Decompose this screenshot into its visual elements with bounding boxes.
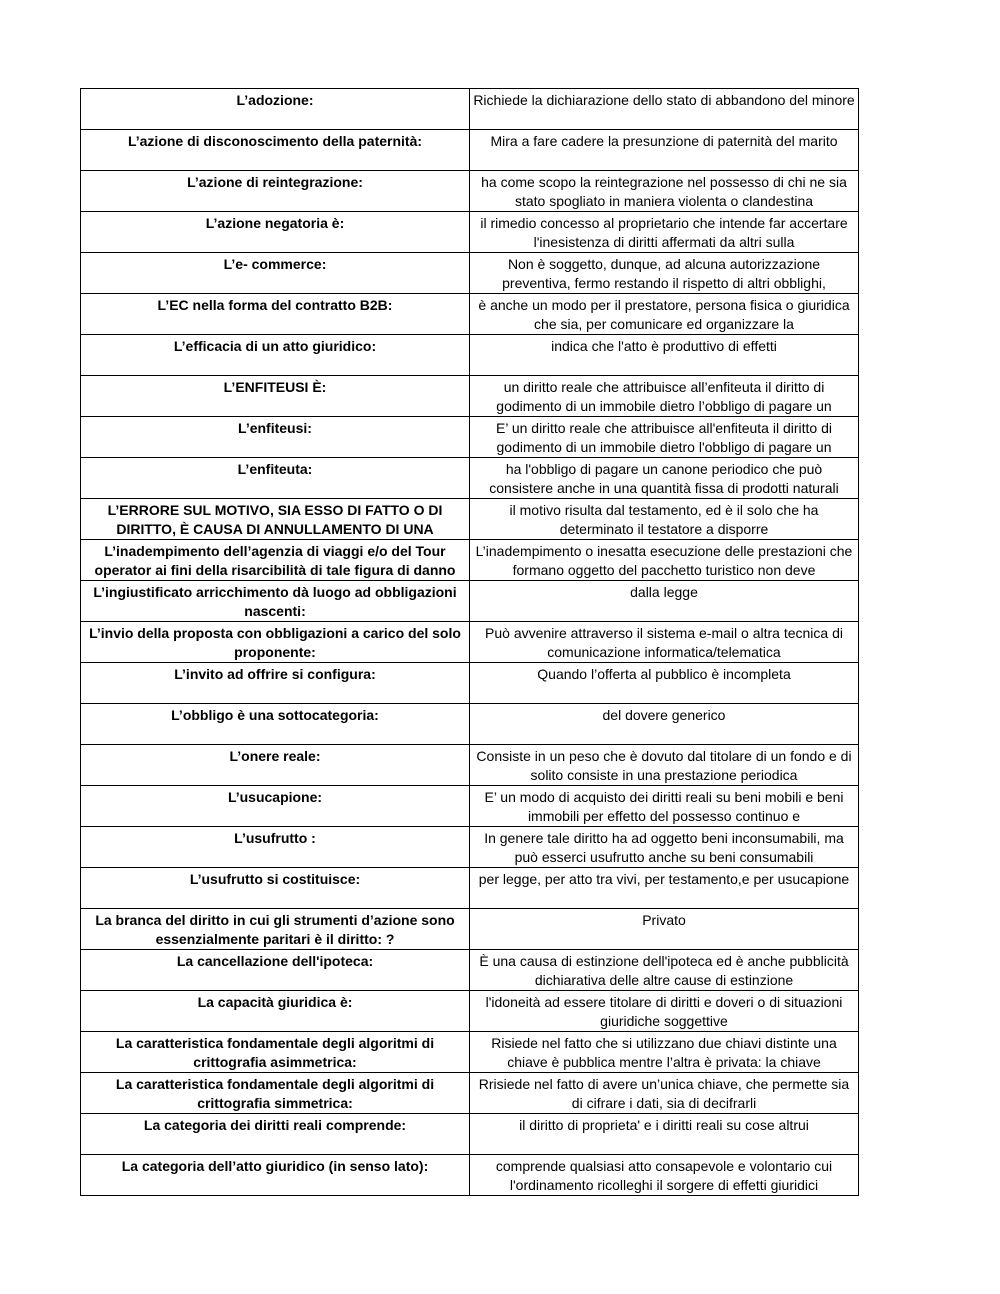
question-text: L’ERRORE SUL MOTIVO, SIA ESSO DI FATTO O DI DIRITTO, È CAUSA DI ANNULLAMENTO DI UNA — [107, 502, 443, 537]
answer-text: Risiede nel fatto che si utilizzano due chiavi distinte una chiave è pubblica mentre l’altra è privata: la chiave — [491, 1035, 837, 1070]
table-row — [81, 130, 859, 171]
table-row — [81, 786, 859, 827]
question-cell — [81, 89, 470, 130]
question-text: L’ENFITEUSI È: — [223, 379, 327, 395]
answer-cell — [470, 868, 859, 909]
question-cell — [81, 499, 470, 540]
question-cell — [81, 1073, 470, 1114]
table-row — [81, 417, 859, 458]
answer-text: Privato — [642, 912, 686, 928]
answer-text: è anche un modo per il prestatore, persona fisica o giuridica che sia, per comunicare ed organizzare la — [478, 297, 850, 332]
question-text: L’enfiteuta: — [237, 461, 313, 477]
question-cell — [81, 950, 470, 991]
answer-cell — [470, 786, 859, 827]
question-text: La caratteristica fondamentale degli algoritmi di crittografia asimmetrica: — [115, 1035, 435, 1070]
answer-cell — [470, 130, 859, 171]
question-cell — [81, 458, 470, 499]
answer-text: Quando l’offerta al pubblico è incompleta — [537, 666, 791, 682]
answer-text: comprende qualsiasi atto consapevole e volontario cui l'ordinamento ricolleghi il sorgere di effetti giuridici — [495, 1158, 833, 1193]
answer-text: E’ un diritto reale che attribuisce all'enfiteuta il diritto di godimento di un immobile dietro l'obbligo di pagare un — [496, 420, 832, 455]
answer-text: dalla legge — [630, 584, 698, 600]
answer-cell — [470, 499, 859, 540]
question-cell — [81, 827, 470, 868]
question-cell — [81, 212, 470, 253]
answer-cell — [470, 909, 859, 950]
answer-cell — [470, 1073, 859, 1114]
question-text: L’EC nella forma del contratto B2B: — [157, 297, 393, 313]
question-text: L’obbligo è una sottocategoria: — [171, 707, 379, 723]
question-text: L’azione di disconoscimento della paternità: — [127, 133, 423, 149]
table-row — [81, 335, 859, 376]
question-cell — [81, 253, 470, 294]
table-row — [81, 581, 859, 622]
question-cell — [81, 704, 470, 745]
qa-table-body — [81, 89, 859, 1196]
question-text: L’usufrutto : — [234, 830, 316, 846]
question-cell — [81, 663, 470, 704]
answer-text: Richiede la dichiarazione dello stato di abbandono del minore — [473, 92, 855, 108]
table-row — [81, 663, 859, 704]
question-cell — [81, 991, 470, 1032]
question-text: L’invito ad offrire si configura: — [174, 666, 376, 682]
answer-text: del dovere generico — [602, 707, 726, 723]
table-row — [81, 909, 859, 950]
question-text: L’usufrutto si costituisce: — [189, 871, 361, 887]
question-cell — [81, 130, 470, 171]
question-cell — [81, 335, 470, 376]
question-cell — [81, 581, 470, 622]
answer-text: il motivo risulta dal testamento, ed è il solo che ha determinato il testatore a disporre — [509, 502, 819, 537]
question-text: L’usucapione: — [227, 789, 323, 805]
answer-text: ha l'obbligo di pagare un canone periodico che può consistere anche in una quantità fissa di prodotti naturali — [489, 461, 839, 496]
question-cell — [81, 868, 470, 909]
question-cell — [81, 417, 470, 458]
question-text: La cancellazione dell'ipoteca: — [176, 953, 374, 969]
question-cell — [81, 540, 470, 581]
question-text: L’e- commerce: — [223, 256, 327, 272]
answer-text: il rimedio concesso al proprietario che intende far accertare l'inesistenza di diritti affermati da altri sulla — [480, 215, 848, 250]
table-row — [81, 376, 859, 417]
answer-text: E’ un modo di acquisto dei diritti reali su beni mobili e beni immobili per effetto del possesso continuo e — [484, 789, 844, 824]
table-row — [81, 1073, 859, 1114]
question-text: L’inadempimento dell’agenzia di viaggi e/o del Tour operator ai fini della risarcibilità di tale figura di danno — [94, 543, 456, 578]
table-row — [81, 745, 859, 786]
table-row — [81, 991, 859, 1032]
qa-table — [80, 88, 859, 1196]
answer-cell — [470, 1032, 859, 1073]
question-cell — [81, 1155, 470, 1196]
question-text: L’onere reale: — [229, 748, 321, 764]
question-text: L’azione di reintegrazione: — [187, 174, 363, 190]
question-cell — [81, 1032, 470, 1073]
table-row — [81, 1032, 859, 1073]
question-text: L’ingiustificato arricchimento dà luogo ad obbligazioni nascenti: — [93, 584, 457, 619]
answer-text: In genere tale diritto ha ad oggetto beni inconsumabili, ma può esserci usufrutto anche su beni consumabili — [484, 830, 844, 865]
answer-text: Consiste in un peso che è dovuto dal titolare di un fondo e di solito consiste in una prestazione periodica — [476, 748, 852, 783]
answer-cell — [470, 253, 859, 294]
table-row — [81, 704, 859, 745]
table-row — [81, 827, 859, 868]
table-row — [81, 868, 859, 909]
table-row — [81, 540, 859, 581]
answer-text: indica che l'atto è produttivo di effetti — [551, 338, 777, 354]
answer-text: un diritto reale che attribuisce all’enfiteuta il diritto di godimento di un immobile dietro l’obbligo di pagare un — [496, 379, 832, 414]
table-row — [81, 499, 859, 540]
answer-cell — [470, 745, 859, 786]
question-cell — [81, 294, 470, 335]
answer-cell — [470, 1114, 859, 1155]
question-cell — [81, 786, 470, 827]
question-cell — [81, 745, 470, 786]
answer-cell — [470, 89, 859, 130]
answer-cell — [470, 171, 859, 212]
answer-text: ha come scopo la reintegrazione nel possesso di chi ne sia stato spogliato in maniera violenta o clandestina — [481, 174, 847, 209]
answer-cell — [470, 294, 859, 335]
answer-cell — [470, 335, 859, 376]
question-cell — [81, 1114, 470, 1155]
table-row — [81, 253, 859, 294]
answer-text: È una causa di estinzione dell'ipoteca ed è anche pubblicità dichiarativa delle altre cause di estinzione — [479, 953, 849, 988]
question-text: L’efficacia di un atto giuridico: — [173, 338, 377, 354]
question-text: La caratteristica fondamentale degli algoritmi di crittografia simmetrica: — [115, 1076, 435, 1111]
answer-cell — [470, 458, 859, 499]
question-text: L’azione negatoria è: — [205, 215, 345, 231]
question-text: L’invio della proposta con obbligazioni a carico del solo proponente: — [89, 625, 461, 660]
table-row — [81, 1114, 859, 1155]
answer-text: Mira a fare cadere la presunzione di paternità del marito — [490, 133, 838, 149]
answer-cell — [470, 827, 859, 868]
question-cell — [81, 909, 470, 950]
table-row — [81, 171, 859, 212]
question-text: L’adozione: — [236, 92, 314, 108]
table-row — [81, 622, 859, 663]
answer-cell — [470, 540, 859, 581]
answer-text: Rrisiede nel fatto di avere un’unica chiave, che permette sia di cifrare i dati, sia di decifrarli — [478, 1076, 850, 1111]
question-text: La capacità giuridica è: — [197, 994, 353, 1010]
table-row — [81, 950, 859, 991]
answer-cell — [470, 622, 859, 663]
question-cell — [81, 622, 470, 663]
answer-cell — [470, 991, 859, 1032]
question-cell — [81, 376, 470, 417]
question-cell — [81, 171, 470, 212]
answer-text: il diritto di proprieta' e i diritti reali su cose altrui — [519, 1117, 809, 1133]
answer-cell — [470, 704, 859, 745]
answer-cell — [470, 581, 859, 622]
table-row — [81, 212, 859, 253]
answer-text: L’inadempimento o inesatta esecuzione delle prestazioni che formano oggetto del pacchetto turistico non deve — [475, 543, 853, 578]
table-row — [81, 458, 859, 499]
answer-text: Non è soggetto, dunque, ad alcuna autorizzazione preventiva, fermo restando il rispetto di altri obblighi, — [502, 256, 826, 291]
table-row — [81, 1155, 859, 1196]
answer-cell — [470, 950, 859, 991]
table-row — [81, 89, 859, 130]
table-row — [81, 294, 859, 335]
question-text: La categoria dei diritti reali comprende: — [143, 1117, 407, 1133]
answer-text: per legge, per atto tra vivi, per testamento,e per usucapione — [478, 871, 850, 887]
question-text: La branca del diritto in cui gli strumenti d’azione sono essenzialmente paritari è il diritto: ? — [95, 912, 455, 947]
question-text: L’enfiteusi: — [238, 420, 312, 436]
answer-text: l'idoneità ad essere titolare di diritti e doveri o di situazioni giuridiche soggettive — [485, 994, 843, 1029]
answer-cell — [470, 1155, 859, 1196]
answer-cell — [470, 376, 859, 417]
answer-cell — [470, 417, 859, 458]
question-text: La categoria dell’atto giuridico (in senso lato): — [121, 1158, 429, 1174]
answer-text: Può avvenire attraverso il sistema e-mail o altra tecnica di comunicazione informatica/telematica — [485, 625, 843, 660]
answer-cell — [470, 663, 859, 704]
answer-cell — [470, 212, 859, 253]
